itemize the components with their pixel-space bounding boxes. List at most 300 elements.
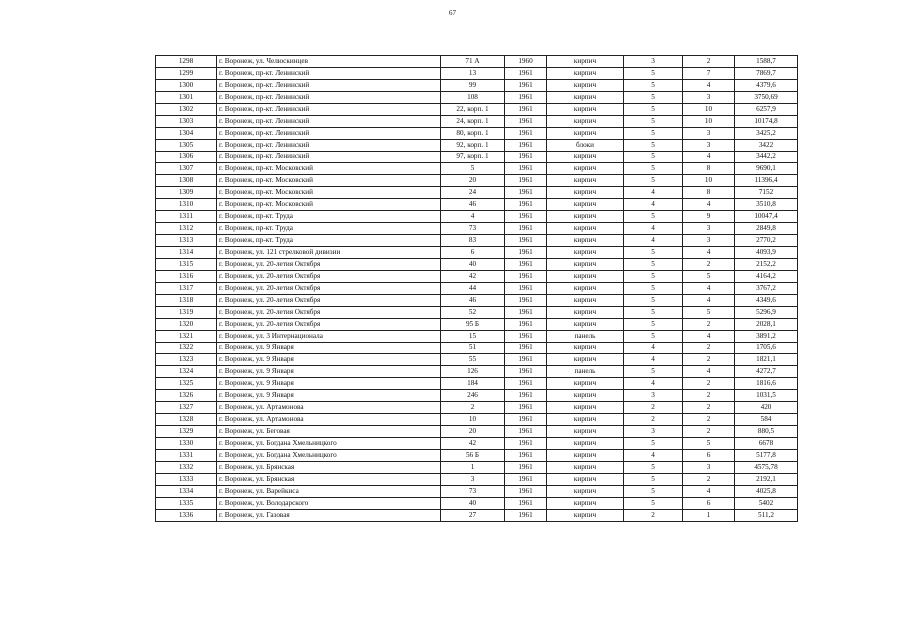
- house-number-cell: 55: [441, 354, 505, 366]
- address-cell: г. Воронеж, пр-кт. Московский: [217, 199, 441, 211]
- area-cell: 1816,6: [735, 378, 798, 390]
- address-cell: г. Воронеж, ул. 20-летия Октября: [217, 306, 441, 318]
- house-number-cell: 24: [441, 187, 505, 199]
- year-built-cell: 1961: [505, 67, 547, 79]
- entrances-cell: 4: [683, 366, 735, 378]
- row-number: 1310: [156, 199, 217, 211]
- row-number: 1315: [156, 258, 217, 270]
- floors-cell: 5: [624, 485, 683, 497]
- table-row: [156, 485, 798, 497]
- wall-material-cell: кирпич: [547, 342, 624, 354]
- entrances-cell: 1: [683, 509, 735, 521]
- year-built-cell: 1961: [505, 485, 547, 497]
- address-cell: г. Воронеж, пр-кт. Ленинский: [217, 79, 441, 91]
- area-cell: 7869,7: [735, 67, 798, 79]
- address-cell: г. Воронеж, пр-кт. Труда: [217, 223, 441, 235]
- address-cell: г. Воронеж, ул. 9 Января: [217, 366, 441, 378]
- area-cell: 2152,2: [735, 258, 798, 270]
- address-cell: г. Воронеж, ул. 20-летия Октября: [217, 318, 441, 330]
- floors-cell: 2: [624, 414, 683, 426]
- wall-material-cell: блоки: [547, 139, 624, 151]
- house-number-cell: 92, корп. 1: [441, 139, 505, 151]
- floors-cell: 5: [624, 318, 683, 330]
- floors-cell: 5: [624, 67, 683, 79]
- floors-cell: 4: [624, 199, 683, 211]
- area-cell: 2192,1: [735, 473, 798, 485]
- area-cell: 3510,8: [735, 199, 798, 211]
- table-row: [156, 175, 798, 187]
- entrances-cell: 2: [683, 318, 735, 330]
- row-number: 1323: [156, 354, 217, 366]
- table-row: [156, 91, 798, 103]
- row-number: 1328: [156, 414, 217, 426]
- wall-material-cell: кирпич: [547, 509, 624, 521]
- address-cell: г. Воронеж, ул. 20-летия Октября: [217, 294, 441, 306]
- table-row: [156, 318, 798, 330]
- row-number: 1331: [156, 449, 217, 461]
- house-number-cell: 126: [441, 366, 505, 378]
- row-number: 1303: [156, 115, 217, 127]
- area-cell: 1821,1: [735, 354, 798, 366]
- wall-material-cell: кирпич: [547, 187, 624, 199]
- address-cell: г. Воронеж, ул. Варейкиса: [217, 485, 441, 497]
- wall-material-cell: кирпич: [547, 67, 624, 79]
- area-cell: 3425,2: [735, 127, 798, 139]
- address-cell: г. Воронеж, пр-кт. Труда: [217, 235, 441, 247]
- table-row: [156, 211, 798, 223]
- entrances-cell: 5: [683, 270, 735, 282]
- page-number: 67: [449, 9, 456, 17]
- wall-material-cell: кирпич: [547, 461, 624, 473]
- address-cell: г. Воронеж, ул. Брянская: [217, 473, 441, 485]
- table-row: [156, 103, 798, 115]
- address-cell: г. Воронеж, ул. Газовая: [217, 509, 441, 521]
- floors-cell: 5: [624, 151, 683, 163]
- floors-cell: 5: [624, 438, 683, 450]
- area-cell: 10047,4: [735, 211, 798, 223]
- row-number: 1334: [156, 485, 217, 497]
- floors-cell: 5: [624, 294, 683, 306]
- wall-material-cell: кирпич: [547, 354, 624, 366]
- wall-material-cell: кирпич: [547, 378, 624, 390]
- wall-material-cell: кирпич: [547, 91, 624, 103]
- entrances-cell: 2: [683, 402, 735, 414]
- row-number: 1301: [156, 91, 217, 103]
- house-number-cell: 3: [441, 473, 505, 485]
- address-cell: г. Воронеж, пр-кт. Ленинский: [217, 103, 441, 115]
- entrances-cell: 2: [683, 473, 735, 485]
- entrances-cell: 4: [683, 79, 735, 91]
- entrances-cell: 2: [683, 390, 735, 402]
- row-number: 1324: [156, 366, 217, 378]
- year-built-cell: 1961: [505, 342, 547, 354]
- wall-material-cell: кирпич: [547, 163, 624, 175]
- entrances-cell: 3: [683, 461, 735, 473]
- address-cell: г. Воронеж, ул. 9 Января: [217, 342, 441, 354]
- floors-cell: 3: [624, 390, 683, 402]
- year-built-cell: 1961: [505, 306, 547, 318]
- wall-material-cell: кирпич: [547, 115, 624, 127]
- address-cell: г. Воронеж, пр-кт. Московский: [217, 163, 441, 175]
- address-cell: г. Воронеж, ул. Володарского: [217, 497, 441, 509]
- table-row: [156, 449, 798, 461]
- address-cell: г. Воронеж, пр-кт. Ленинский: [217, 139, 441, 151]
- address-cell: г. Воронеж, пр-кт. Московский: [217, 187, 441, 199]
- area-cell: 4164,2: [735, 270, 798, 282]
- wall-material-cell: кирпич: [547, 449, 624, 461]
- floors-cell: 5: [624, 139, 683, 151]
- table-row: [156, 258, 798, 270]
- table-row: [156, 461, 798, 473]
- entrances-cell: 6: [683, 497, 735, 509]
- entrances-cell: 10: [683, 103, 735, 115]
- address-cell: г. Воронеж, ул. 20-летия Октября: [217, 258, 441, 270]
- house-number-cell: 246: [441, 390, 505, 402]
- floors-cell: 5: [624, 163, 683, 175]
- row-number: 1322: [156, 342, 217, 354]
- wall-material-cell: кирпич: [547, 199, 624, 211]
- year-built-cell: 1961: [505, 223, 547, 235]
- floors-cell: 5: [624, 91, 683, 103]
- year-built-cell: 1961: [505, 79, 547, 91]
- table-row: [156, 378, 798, 390]
- house-number-cell: 20: [441, 426, 505, 438]
- area-cell: 4349,6: [735, 294, 798, 306]
- year-built-cell: 1961: [505, 270, 547, 282]
- table-row: [156, 56, 798, 68]
- entrances-cell: 10: [683, 115, 735, 127]
- year-built-cell: 1961: [505, 258, 547, 270]
- table-row: [156, 199, 798, 211]
- area-cell: 5402: [735, 497, 798, 509]
- address-cell: г. Воронеж, ул. 9 Января: [217, 378, 441, 390]
- wall-material-cell: панель: [547, 330, 624, 342]
- row-number: 1336: [156, 509, 217, 521]
- house-number-cell: 1: [441, 461, 505, 473]
- house-number-cell: 2: [441, 402, 505, 414]
- area-cell: 3750,69: [735, 91, 798, 103]
- area-cell: 4575,78: [735, 461, 798, 473]
- wall-material-cell: кирпич: [547, 223, 624, 235]
- row-number: 1332: [156, 461, 217, 473]
- year-built-cell: 1961: [505, 199, 547, 211]
- year-built-cell: 1961: [505, 139, 547, 151]
- wall-material-cell: кирпич: [547, 56, 624, 68]
- address-cell: г. Воронеж, ул. Богдана Хмельницкого: [217, 449, 441, 461]
- entrances-cell: 5: [683, 438, 735, 450]
- wall-material-cell: кирпич: [547, 390, 624, 402]
- year-built-cell: 1961: [505, 163, 547, 175]
- wall-material-cell: кирпич: [547, 103, 624, 115]
- entrances-cell: 3: [683, 91, 735, 103]
- house-number-cell: 56 Б: [441, 449, 505, 461]
- area-cell: 9690,1: [735, 163, 798, 175]
- wall-material-cell: панель: [547, 366, 624, 378]
- house-number-cell: 51: [441, 342, 505, 354]
- year-built-cell: 1960: [505, 56, 547, 68]
- year-built-cell: 1961: [505, 449, 547, 461]
- table-row: [156, 426, 798, 438]
- table-row: [156, 294, 798, 306]
- year-built-cell: 1961: [505, 461, 547, 473]
- floors-cell: 2: [624, 402, 683, 414]
- floors-cell: 5: [624, 127, 683, 139]
- floors-cell: 5: [624, 306, 683, 318]
- wall-material-cell: кирпич: [547, 258, 624, 270]
- table-row: [156, 509, 798, 521]
- entrances-cell: 9: [683, 211, 735, 223]
- house-number-cell: 20: [441, 175, 505, 187]
- table-body: [156, 56, 798, 522]
- row-number: 1326: [156, 390, 217, 402]
- wall-material-cell: кирпич: [547, 414, 624, 426]
- year-built-cell: 1961: [505, 366, 547, 378]
- table-row: [156, 235, 798, 247]
- entrances-cell: 4: [683, 247, 735, 259]
- table-row: [156, 330, 798, 342]
- address-cell: г. Воронеж, пр-кт. Ленинский: [217, 115, 441, 127]
- area-cell: 4093,9: [735, 247, 798, 259]
- address-cell: г. Воронеж, ул. 9 Января: [217, 354, 441, 366]
- year-built-cell: 1961: [505, 127, 547, 139]
- area-cell: 5296,9: [735, 306, 798, 318]
- entrances-cell: 7: [683, 67, 735, 79]
- year-built-cell: 1961: [505, 378, 547, 390]
- area-cell: 3442,2: [735, 151, 798, 163]
- entrances-cell: 2: [683, 342, 735, 354]
- row-number: 1304: [156, 127, 217, 139]
- house-number-cell: 15: [441, 330, 505, 342]
- year-built-cell: 1961: [505, 402, 547, 414]
- row-number: 1329: [156, 426, 217, 438]
- row-number: 1314: [156, 247, 217, 259]
- wall-material-cell: кирпич: [547, 294, 624, 306]
- area-cell: 3891,2: [735, 330, 798, 342]
- wall-material-cell: кирпич: [547, 235, 624, 247]
- row-number: 1308: [156, 175, 217, 187]
- floors-cell: 5: [624, 211, 683, 223]
- wall-material-cell: кирпич: [547, 485, 624, 497]
- floors-cell: 5: [624, 330, 683, 342]
- wall-material-cell: кирпич: [547, 402, 624, 414]
- year-built-cell: 1961: [505, 187, 547, 199]
- floors-cell: 5: [624, 461, 683, 473]
- floors-cell: 5: [624, 282, 683, 294]
- year-built-cell: 1961: [505, 294, 547, 306]
- row-number: 1320: [156, 318, 217, 330]
- year-built-cell: 1961: [505, 91, 547, 103]
- table-row: [156, 223, 798, 235]
- year-built-cell: 1961: [505, 211, 547, 223]
- area-cell: 1705,6: [735, 342, 798, 354]
- house-number-cell: 184: [441, 378, 505, 390]
- table-row: [156, 473, 798, 485]
- floors-cell: 5: [624, 79, 683, 91]
- floors-cell: 2: [624, 509, 683, 521]
- year-built-cell: 1961: [505, 175, 547, 187]
- house-number-cell: 71 А: [441, 56, 505, 68]
- house-number-cell: 95 Б: [441, 318, 505, 330]
- row-number: 1298: [156, 56, 217, 68]
- area-cell: 6257,9: [735, 103, 798, 115]
- row-number: 1325: [156, 378, 217, 390]
- floors-cell: 4: [624, 378, 683, 390]
- row-number: 1305: [156, 139, 217, 151]
- house-number-cell: 10: [441, 414, 505, 426]
- floors-cell: 5: [624, 115, 683, 127]
- area-cell: 1588,7: [735, 56, 798, 68]
- entrances-cell: 8: [683, 187, 735, 199]
- wall-material-cell: кирпич: [547, 306, 624, 318]
- address-cell: г. Воронеж, ул. Артамонова: [217, 414, 441, 426]
- floors-cell: 4: [624, 223, 683, 235]
- row-number: 1327: [156, 402, 217, 414]
- house-number-cell: 46: [441, 294, 505, 306]
- area-cell: 2770,2: [735, 235, 798, 247]
- year-built-cell: 1961: [505, 390, 547, 402]
- floors-cell: 4: [624, 354, 683, 366]
- wall-material-cell: кирпич: [547, 247, 624, 259]
- year-built-cell: 1961: [505, 235, 547, 247]
- row-number: 1317: [156, 282, 217, 294]
- house-number-cell: 6: [441, 247, 505, 259]
- entrances-cell: 2: [683, 414, 735, 426]
- wall-material-cell: кирпич: [547, 438, 624, 450]
- entrances-cell: 4: [683, 294, 735, 306]
- area-cell: 2849,8: [735, 223, 798, 235]
- house-number-cell: 83: [441, 235, 505, 247]
- table-row: [156, 282, 798, 294]
- floors-cell: 5: [624, 247, 683, 259]
- entrances-cell: 3: [683, 223, 735, 235]
- year-built-cell: 1961: [505, 509, 547, 521]
- housing-registry-table: [155, 55, 798, 522]
- row-number: 1307: [156, 163, 217, 175]
- address-cell: г. Воронеж, ул. Брянская: [217, 461, 441, 473]
- floors-cell: 3: [624, 426, 683, 438]
- entrances-cell: 2: [683, 56, 735, 68]
- year-built-cell: 1961: [505, 497, 547, 509]
- floors-cell: 5: [624, 473, 683, 485]
- floors-cell: 5: [624, 103, 683, 115]
- area-cell: 584: [735, 414, 798, 426]
- area-cell: 3767,2: [735, 282, 798, 294]
- table-row: [156, 139, 798, 151]
- floors-cell: 5: [624, 497, 683, 509]
- table-row: [156, 127, 798, 139]
- entrances-cell: 4: [683, 282, 735, 294]
- wall-material-cell: кирпич: [547, 79, 624, 91]
- year-built-cell: 1961: [505, 115, 547, 127]
- area-cell: 7152: [735, 187, 798, 199]
- wall-material-cell: кирпич: [547, 175, 624, 187]
- house-number-cell: 42: [441, 438, 505, 450]
- address-cell: г. Воронеж, пр-кт. Ленинский: [217, 151, 441, 163]
- year-built-cell: 1961: [505, 354, 547, 366]
- address-cell: г. Воронеж, ул. 9 Января: [217, 390, 441, 402]
- entrances-cell: 5: [683, 306, 735, 318]
- year-built-cell: 1961: [505, 247, 547, 259]
- row-number: 1299: [156, 67, 217, 79]
- house-number-cell: 52: [441, 306, 505, 318]
- row-number: 1330: [156, 438, 217, 450]
- table-row: [156, 366, 798, 378]
- row-number: 1300: [156, 79, 217, 91]
- floors-cell: 4: [624, 235, 683, 247]
- floors-cell: 5: [624, 258, 683, 270]
- table-row: [156, 402, 798, 414]
- house-number-cell: 73: [441, 223, 505, 235]
- area-cell: 880,5: [735, 426, 798, 438]
- wall-material-cell: кирпич: [547, 211, 624, 223]
- house-number-cell: 13: [441, 67, 505, 79]
- wall-material-cell: кирпич: [547, 318, 624, 330]
- year-built-cell: 1961: [505, 438, 547, 450]
- row-number: 1318: [156, 294, 217, 306]
- table-row: [156, 163, 798, 175]
- row-number: 1302: [156, 103, 217, 115]
- address-cell: г. Воронеж, ул. 3 Интернационала: [217, 330, 441, 342]
- table-row: [156, 270, 798, 282]
- floors-cell: 4: [624, 187, 683, 199]
- entrances-cell: 8: [683, 163, 735, 175]
- year-built-cell: 1961: [505, 282, 547, 294]
- entrances-cell: 2: [683, 354, 735, 366]
- table-row: [156, 187, 798, 199]
- house-number-cell: 40: [441, 497, 505, 509]
- house-number-cell: 42: [441, 270, 505, 282]
- table-row: [156, 342, 798, 354]
- address-cell: г. Воронеж, ул. 121 стрелковой дивизии: [217, 247, 441, 259]
- area-cell: 1031,5: [735, 390, 798, 402]
- row-number: 1321: [156, 330, 217, 342]
- entrances-cell: 4: [683, 330, 735, 342]
- floors-cell: 4: [624, 449, 683, 461]
- floors-cell: 3: [624, 56, 683, 68]
- row-number: 1311: [156, 211, 217, 223]
- area-cell: 4379,6: [735, 79, 798, 91]
- entrances-cell: 3: [683, 139, 735, 151]
- address-cell: г. Воронеж, пр-кт. Ленинский: [217, 67, 441, 79]
- address-cell: г. Воронеж, пр-кт. Труда: [217, 211, 441, 223]
- area-cell: 4272,7: [735, 366, 798, 378]
- table-row: [156, 354, 798, 366]
- house-number-cell: 99: [441, 79, 505, 91]
- row-number: 1313: [156, 235, 217, 247]
- entrances-cell: 3: [683, 235, 735, 247]
- house-number-cell: 27: [441, 509, 505, 521]
- row-number: 1319: [156, 306, 217, 318]
- address-cell: г. Воронеж, ул. Беговая: [217, 426, 441, 438]
- row-number: 1335: [156, 497, 217, 509]
- house-number-cell: 4: [441, 211, 505, 223]
- area-cell: 5177,8: [735, 449, 798, 461]
- entrances-cell: 4: [683, 199, 735, 211]
- entrances-cell: 4: [683, 151, 735, 163]
- house-number-cell: 24, корп. 1: [441, 115, 505, 127]
- entrances-cell: 10: [683, 175, 735, 187]
- table-row: [156, 390, 798, 402]
- house-number-cell: 73: [441, 485, 505, 497]
- year-built-cell: 1961: [505, 330, 547, 342]
- floors-cell: 5: [624, 270, 683, 282]
- wall-material-cell: кирпич: [547, 426, 624, 438]
- table-row: [156, 438, 798, 450]
- address-cell: г. Воронеж, пр-кт. Ленинский: [217, 127, 441, 139]
- table-row: [156, 67, 798, 79]
- row-number: 1316: [156, 270, 217, 282]
- year-built-cell: 1961: [505, 318, 547, 330]
